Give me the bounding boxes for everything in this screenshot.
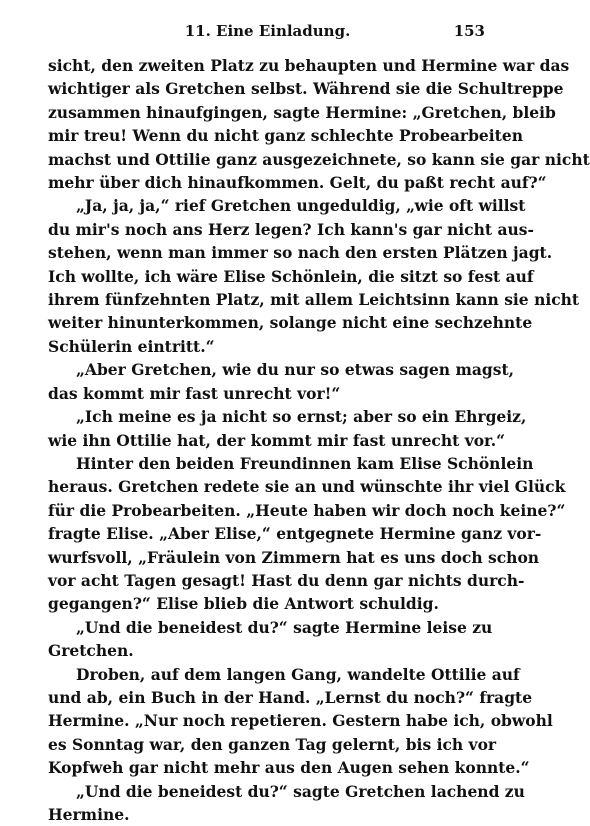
text-line: gegangen?“ Elise blieb die Antwort schuldig. — [48, 594, 439, 614]
text-line: Kopfweh gar nicht mehr aus den Augen sehen konnte.“ — [48, 758, 530, 778]
text-line: wurfsvoll, „Fräulein von Zimmern hat es uns doch schon — [48, 547, 540, 567]
text-line: mir treu! Wenn du nicht ganz schlechte Probearbeiten — [48, 126, 523, 146]
text-line: es Sonntag war, den ganzen Tag gelernt, bis ich vor — [48, 734, 497, 754]
chapter-title: 11. Eine Einladung. — [184, 22, 351, 40]
text-line: zusammen hinaufgingen, sagte Hermine: „Gretchen, bleib — [48, 102, 556, 122]
text-line: „Und die beneidest du?“ sagte Gretchen lachend zu — [76, 781, 525, 801]
running-header — [48, 22, 487, 48]
text-line: stehen, wenn man immer so nach den ersten Plätzen jagt. — [48, 243, 553, 263]
text-line: heraus. Gretchen redete sie an und wünschte ihr viel Glück — [48, 477, 566, 497]
text-line: wichtiger als Gretchen selbst. Während sie die Schultreppe — [48, 79, 564, 99]
body-text — [48, 54, 590, 826]
text-line: „Ich meine es ja nicht so ernst; aber so ein Ehrgeiz, — [76, 407, 527, 427]
text-line: du mir's noch ans Herz legen? Ich kann's gar nicht aus- — [48, 219, 534, 239]
text-line: Ich wollte, ich wäre Elise Schönlein, die sitzt so fest auf — [48, 266, 534, 286]
text-line: Gretchen. — [48, 641, 134, 661]
text-line: wie ihn Ottilie hat, der kommt mir fast unrecht vor.“ — [48, 430, 506, 450]
text-line: Hermine. „Nur noch repetieren. Gestern habe ich, obwohl — [48, 711, 553, 731]
text-line: fragte Elise. „Aber Elise,“ entgegnete Hermine ganz vor- — [48, 524, 542, 544]
text-line: machst und Ottilie ganz ausgezeichnete, so kann sie gar nicht — [48, 149, 590, 169]
text-line: für die Probearbeiten. „Heute haben wir doch noch keine?“ — [48, 500, 566, 520]
text-line: mehr über dich hinaufkommen. Gelt, du paßt recht auf?“ — [48, 173, 547, 193]
text-line: Hinter den beiden Freundinnen kam Elise Schönlein — [76, 453, 534, 473]
text-line: das kommt mir fast unrecht vor!“ — [48, 383, 341, 403]
text-line: weiter hinunterkommen, solange nicht eine sechzehnte — [48, 313, 533, 333]
text-line: „Ja, ja, ja,“ rief Gretchen ungeduldig, „wie oft willst — [76, 196, 526, 216]
text-line: Schülerin eintritt.“ — [48, 336, 215, 356]
text-line: Droben, auf dem langen Gang, wandelte Ottilie auf — [76, 664, 520, 684]
page-number: 153 — [453, 22, 485, 40]
text-line: „Und die beneidest du?“ sagte Hermine leise zu — [76, 617, 493, 637]
text-line: sicht, den zweiten Platz zu behaupten und Hermine war das — [48, 56, 570, 75]
text-line: ihrem fünfzehnten Platz, mit allem Leichtsinn kann sie nicht — [48, 290, 580, 310]
text-line: vor acht Tagen gesagt! Hast du denn gar nichts durch- — [48, 570, 525, 590]
text-line: Hermine. — [48, 805, 130, 824]
text-line: „Aber Gretchen, wie du nur so etwas sagen magst, — [76, 360, 515, 380]
text-line: und ab, ein Buch in der Hand. „Lernst du noch?“ fragte — [48, 687, 533, 707]
